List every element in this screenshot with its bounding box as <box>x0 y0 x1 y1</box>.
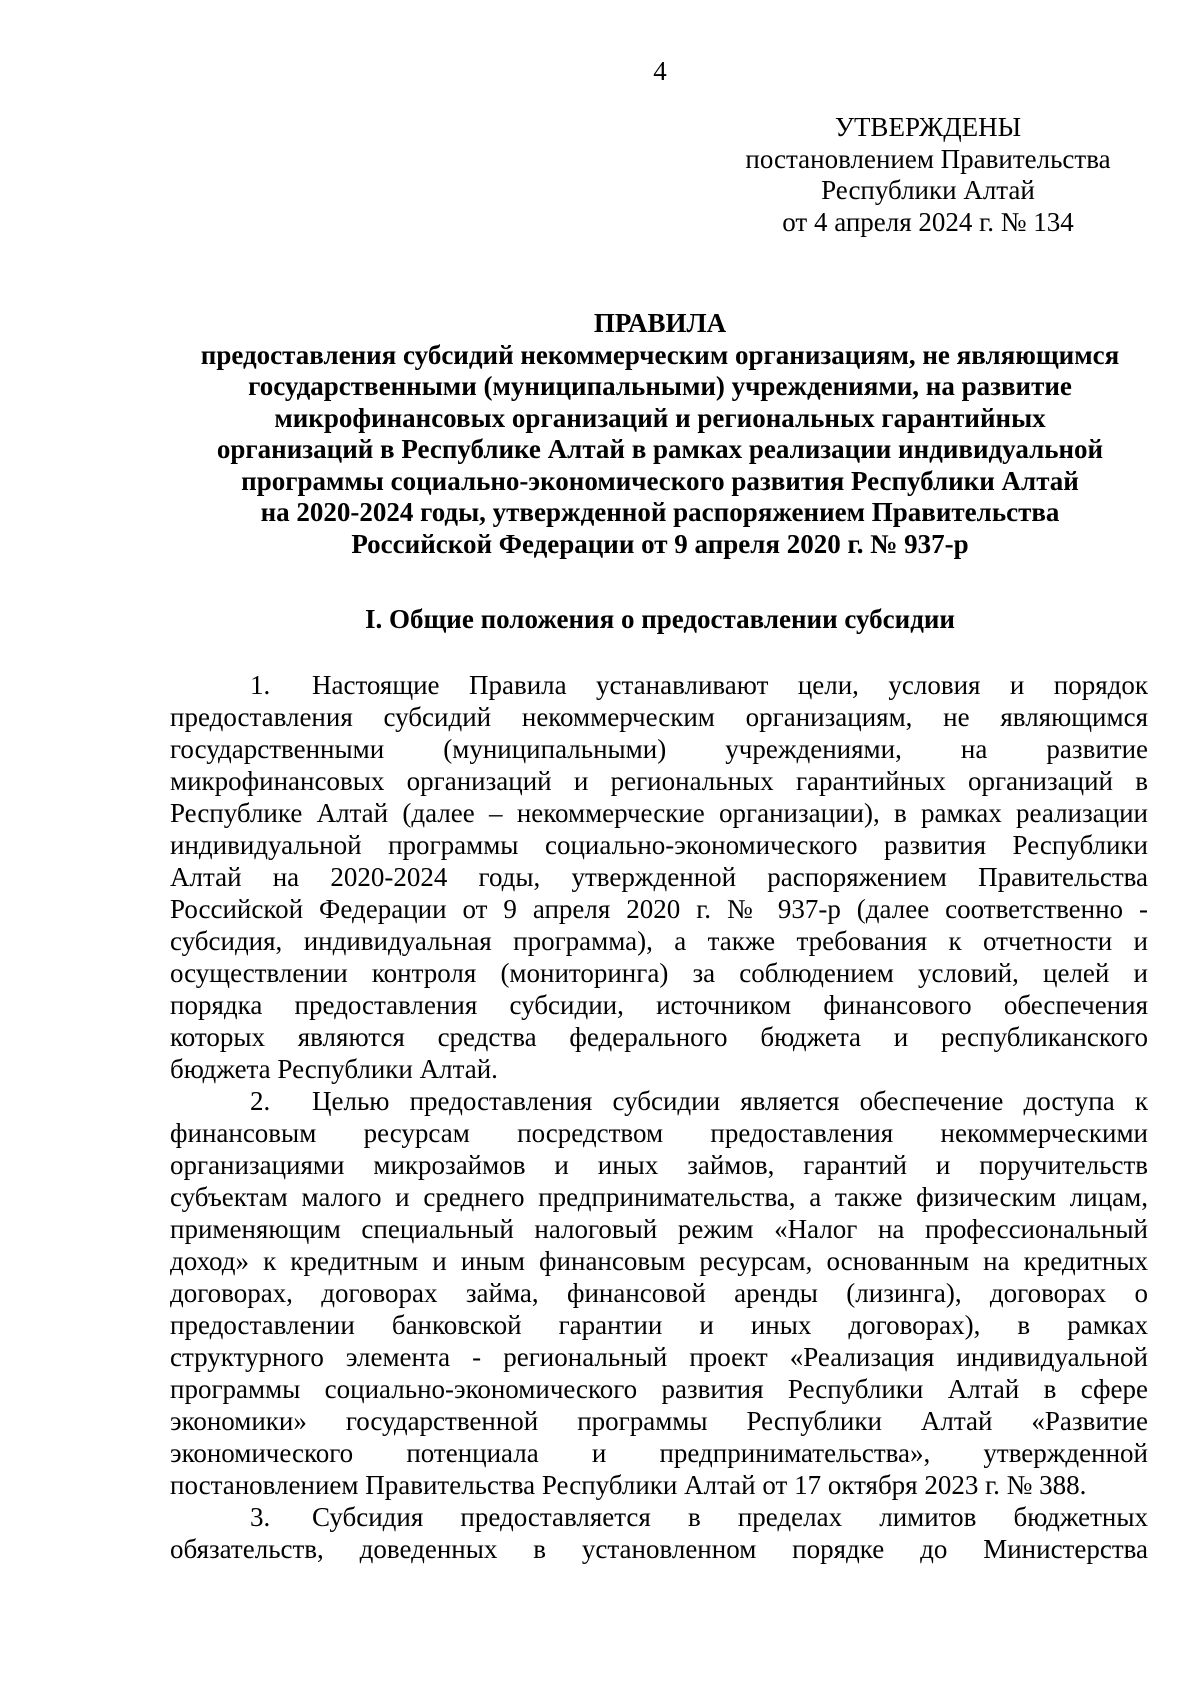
title-line: программы социально-экономического развития Республики Алтай <box>241 465 1079 496</box>
paragraph-line: государственными (муниципальными) учреждениями, на развитие <box>170 734 1148 764</box>
paragraph-text: Целью предоставления субсидии является обеспечение доступа к <box>312 1086 1148 1116</box>
paragraph-line: субсидия, индивидуальная программа), а также требования к отчетности и <box>170 926 1148 956</box>
title-line: организаций в Республике Алтай в рамках реализации индивидуальной <box>216 434 1104 464</box>
paragraph-line: структурного элемента - региональный проект «Реализация индивидуальной <box>170 1342 1148 1372</box>
paragraph-3 <box>170 1501 1148 1565</box>
paragraph-line: организациями микрозаймов и иных займов, гарантий и поручительств <box>170 1150 1148 1180</box>
paragraph-line: Республике Алтай (далее – некоммерческие организации), в рамках реализации <box>170 798 1148 828</box>
paragraph-line: предоставлении банковской гарантии и иных договорах), в рамках <box>170 1310 1148 1340</box>
paragraph-line: индивидуальной программы социально-экономического развития Республики <box>170 830 1148 860</box>
approval-stamp-block <box>738 112 1118 238</box>
approval-line: УТВЕРЖДЕНЫ <box>834 112 1022 142</box>
title-line: предоставления субсидий некоммерческим организациям, не являющимся <box>200 339 1120 370</box>
paragraph-line: которых являются средства федерального бюджета и республиканского <box>170 1022 1148 1052</box>
paragraph-line: субъектам малого и среднего предпринимательства, а также физическим лицам, <box>170 1182 1148 1212</box>
paragraph-line: порядка предоставления субсидии, источником финансового обеспечения <box>170 990 1148 1020</box>
paragraph-line: программы социально-экономического развития Республики Алтай в сфере <box>170 1374 1148 1404</box>
paragraph-line: обязательств, доведенных в установленном порядке до Министерства <box>170 1534 1148 1564</box>
document-body <box>170 669 1148 1565</box>
approval-line: от 4 апреля 2024 г. № 134 <box>782 206 1074 237</box>
paragraph-number: 3. <box>250 1502 271 1532</box>
paragraph-number: 2. <box>250 1086 271 1116</box>
paragraph-text: Субсидия предоставляется в пределах лимитов бюджетных <box>312 1502 1148 1532</box>
title-line: микрофинансовых организаций и региональных гарантийных <box>274 402 1046 433</box>
paragraph-line: экономического потенциала и предпринимательства», утвержденной <box>170 1438 1148 1468</box>
section-heading: I. Общие положения о предоставлении субсидии <box>365 604 955 634</box>
paragraph-number: 1. <box>250 670 271 700</box>
title-line: Российской Федерации от 9 апреля 2020 г. № 937-р <box>351 528 969 559</box>
paragraph-line <box>170 669 1148 701</box>
document-title <box>170 308 1150 560</box>
page-number: 4 <box>653 56 667 86</box>
paragraph-line: предоставления субсидий некоммерческим организациям, не являющимся <box>170 702 1148 732</box>
paragraph-line: постановлением Правительства Республики Алтай от 17 октября 2023 г. № 388. <box>170 1470 1087 1500</box>
title-line: государственными (муниципальными) учреждениями, на развитие <box>248 371 1072 401</box>
approval-line: Республики Алтай <box>821 175 1035 205</box>
paragraph-line: экономики» государственной программы Республики Алтай «Развитие <box>170 1406 1148 1436</box>
paragraph-line <box>170 1501 1148 1533</box>
paragraph-line: Алтай на 2020-2024 годы, утвержденной распоряжением Правительства <box>170 862 1148 892</box>
paragraph-1 <box>170 669 1148 1085</box>
paragraph-2 <box>170 1085 1148 1501</box>
title-heading: ПРАВИЛА <box>593 308 727 338</box>
title-line: на 2020-2024 годы, утвержденной распоряжением Правительства <box>260 497 1060 527</box>
paragraph-line: применяющим специальный налоговый режим «Налог на профессиональный <box>170 1214 1148 1244</box>
paragraph-line: финансовым ресурсам посредством предоставления некоммерческими <box>170 1118 1148 1148</box>
paragraph-text: Настоящие Правила устанавливают цели, условия и порядок <box>312 670 1148 700</box>
paragraph-line: Российской Федерации от 9 апреля 2020 г. № 937-р (далее соответственно - <box>170 894 1148 924</box>
paragraph-line: доход» к кредитным и иным финансовым ресурсам, основанным на кредитных <box>170 1246 1148 1276</box>
paragraph-line: договорах, договорах займа, финансовой аренды (лизинга), договорах о <box>170 1278 1148 1308</box>
approval-line: постановлением Правительства <box>745 143 1111 174</box>
paragraph-line <box>170 1085 1148 1117</box>
paragraph-line: осуществлении контроля (мониторинга) за соблюдением условий, целей и <box>170 958 1148 988</box>
paragraph-line: микрофинансовых организаций и региональных гарантийных организаций в <box>170 766 1148 796</box>
paragraph-line: бюджета Республики Алтай. <box>170 1054 498 1084</box>
